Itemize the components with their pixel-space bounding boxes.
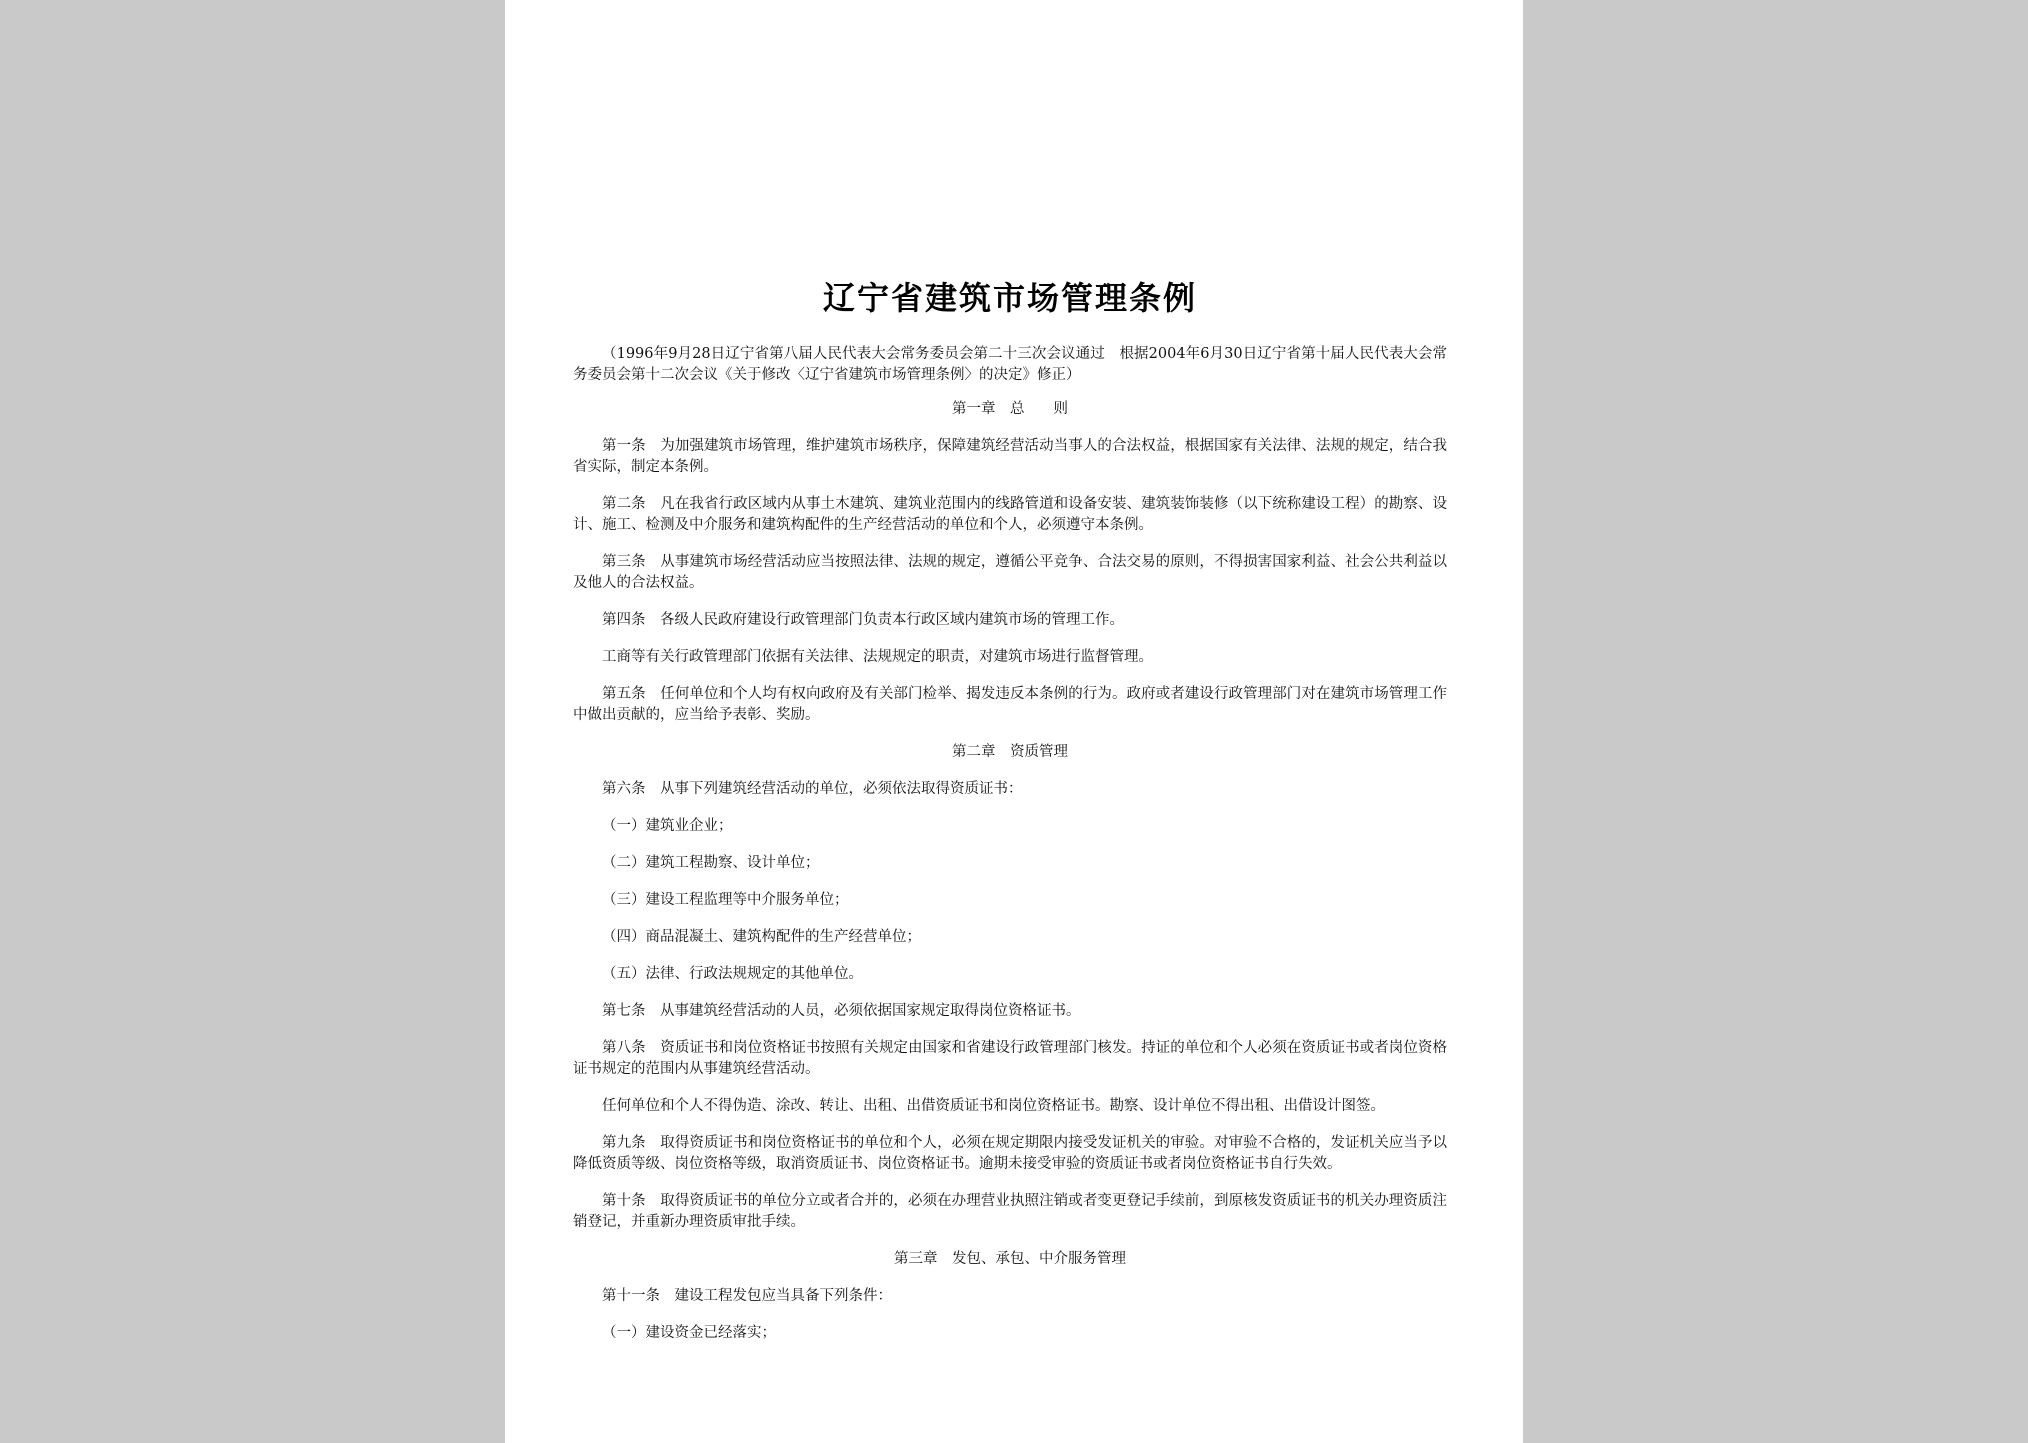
- article-paragraph: 第一条 为加强建筑市场管理，维护建筑市场秩序，保障建筑经营活动当事人的合法权益，根据国家有关法律、法规的规定，结合我省实际，制定本条例。: [573, 438, 1447, 475]
- article-paragraph: 第十条 取得资质证书的单位分立或者合并的，必须在办理营业执照注销或者变更登记手续前，到原核发资质证书的机关办理资质注销登记，并重新办理资质审批手续。: [573, 1193, 1447, 1230]
- list-item: （一）建筑业企业；: [602, 818, 733, 834]
- article-paragraph: 第二条 凡在我省行政区域内从事土木建筑、建筑业范围内的线路管道和设备安装、建筑装饰装修（以下统称建设工程）的勘察、设计、施工、检测及中介服务和建筑构配件的生产经营活动的单位和个人，必须遵守本条例。: [573, 496, 1447, 533]
- chapter-heading: 第一章 总 则: [952, 401, 1068, 417]
- chapter-heading: 第二章 资质管理: [952, 744, 1068, 760]
- adoption-note: （1996年9月28日辽宁省第八届人民代表大会常务委员会第二十三次会议通过 根据2004年6月30日辽宁省第十届人民代表大会常务委员会第十二次会议《关于修改〈辽宁省建筑市场管理条例〉的决定》修正）: [573, 346, 1447, 383]
- article-paragraph: 第十一条 建设工程发包应当具备下列条件：: [602, 1288, 892, 1304]
- article-paragraph: 任何单位和个人不得伪造、涂改、转让、出租、出借资质证书和岗位资格证书。勘察、设计单位不得出租、出借设计图签。: [602, 1098, 1385, 1114]
- document-page: [505, 0, 1523, 1443]
- article-paragraph: 第三条 从事建筑市场经营活动应当按照法律、法规的规定，遵循公平竞争、合法交易的原则，不得损害国家利益、社会公共利益以及他人的合法权益。: [573, 554, 1447, 591]
- list-item: （五）法律、行政法规规定的其他单位。: [602, 966, 863, 982]
- article-paragraph: 第八条 资质证书和岗位资格证书按照有关规定由国家和省建设行政管理部门核发。持证的单位和个人必须在资质证书或者岗位资格证书规定的范围内从事建筑经营活动。: [573, 1040, 1447, 1077]
- article-paragraph: 第六条 从事下列建筑经营活动的单位，必须依法取得资质证书：: [602, 781, 1023, 797]
- list-item: （三）建设工程监理等中介服务单位；: [602, 892, 849, 908]
- list-item: （四）商品混凝土、建筑构配件的生产经营单位；: [602, 929, 921, 945]
- chapter-heading: 第三章 发包、承包、中介服务管理: [894, 1251, 1126, 1267]
- document-body: [573, 278, 1447, 1344]
- article-paragraph: 第九条 取得资质证书和岗位资格证书的单位和个人，必须在规定期限内接受发证机关的审验。对审验不合格的，发证机关应当予以降低资质等级、岗位资格等级，取消资质证书、岗位资格证书。逾期未接受审验的资质证书或者岗位资格证书自行失效。: [573, 1135, 1447, 1172]
- article-paragraph: 第七条 从事建筑经营活动的人员，必须依据国家规定取得岗位资格证书。: [602, 1003, 1081, 1019]
- list-item: （二）建筑工程勘察、设计单位；: [602, 855, 820, 871]
- list-item: （一）建设资金已经落实；: [602, 1325, 776, 1341]
- article-paragraph: 第五条 任何单位和个人均有权向政府及有关部门检举、揭发违反本条例的行为。政府或者建设行政管理部门对在建筑市场管理工作中做出贡献的，应当给予表彰、奖励。: [573, 686, 1447, 723]
- article-paragraph: 工商等有关行政管理部门依据有关法律、法规规定的职责，对建筑市场进行监督管理。: [602, 649, 1153, 665]
- document-title: 辽宁省建筑市场管理条例: [822, 279, 1197, 317]
- article-paragraph: 第四条 各级人民政府建设行政管理部门负责本行政区域内建筑市场的管理工作。: [602, 612, 1124, 628]
